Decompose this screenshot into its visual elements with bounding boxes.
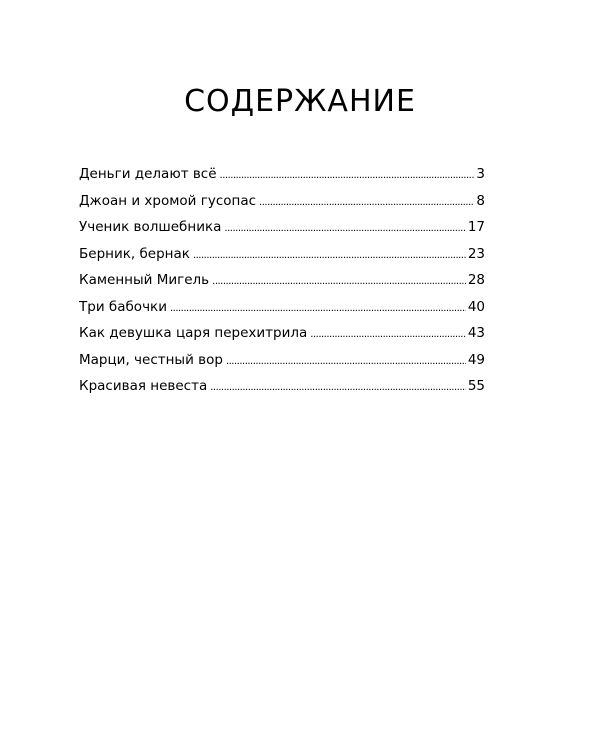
toc-dot-leader <box>193 243 466 270</box>
toc-entry-title: Джоан и хромой гусопас <box>79 192 257 209</box>
toc-entry-page: 28 <box>467 272 485 288</box>
toc-entry-title: Деньги делают всё <box>79 166 217 182</box>
page-title: СОДЕРЖАНИЕ <box>184 84 416 119</box>
toc-entry-title: Берник, бернак <box>79 245 190 262</box>
toc-dot-leader <box>310 322 466 349</box>
toc-entry <box>79 347 485 374</box>
toc-entry-page: 43 <box>467 325 485 341</box>
toc-entry <box>79 188 485 215</box>
toc-entry-page: 55 <box>467 378 485 394</box>
toc-dot-leader <box>224 216 465 243</box>
toc-entry-page: 49 <box>467 351 485 368</box>
toc-dot-leader <box>170 296 466 323</box>
toc-entry-page: 23 <box>467 245 485 262</box>
toc-entry-title: Три бабочки <box>79 298 167 315</box>
toc-entry <box>79 294 485 321</box>
toc-entry <box>79 161 485 188</box>
toc-entry-title: Как девушка царя перехитрила <box>79 325 308 341</box>
toc-entry <box>79 214 485 241</box>
toc-dot-leader <box>259 190 474 217</box>
toc-dot-leader <box>220 163 475 190</box>
toc-entry <box>79 267 485 294</box>
toc-entry-title: Красивая невеста <box>79 378 208 394</box>
toc-entry-page: 17 <box>467 219 485 235</box>
toc-entry-title: Ученик волшебника <box>79 219 222 235</box>
toc-entry-page: 40 <box>467 298 485 315</box>
toc-dot-leader <box>210 375 466 402</box>
toc-entry <box>79 320 485 347</box>
toc-entry <box>79 373 485 400</box>
toc-dot-leader <box>226 349 466 376</box>
table-of-contents <box>79 161 485 400</box>
toc-entry-title: Марци, честный вор <box>79 351 223 368</box>
toc-dot-leader <box>212 269 466 296</box>
toc-entry-page: 3 <box>476 166 485 182</box>
toc-entry-page: 8 <box>476 192 485 209</box>
toc-entry-title: Каменный Мигель <box>79 272 210 288</box>
toc-entry <box>79 241 485 268</box>
